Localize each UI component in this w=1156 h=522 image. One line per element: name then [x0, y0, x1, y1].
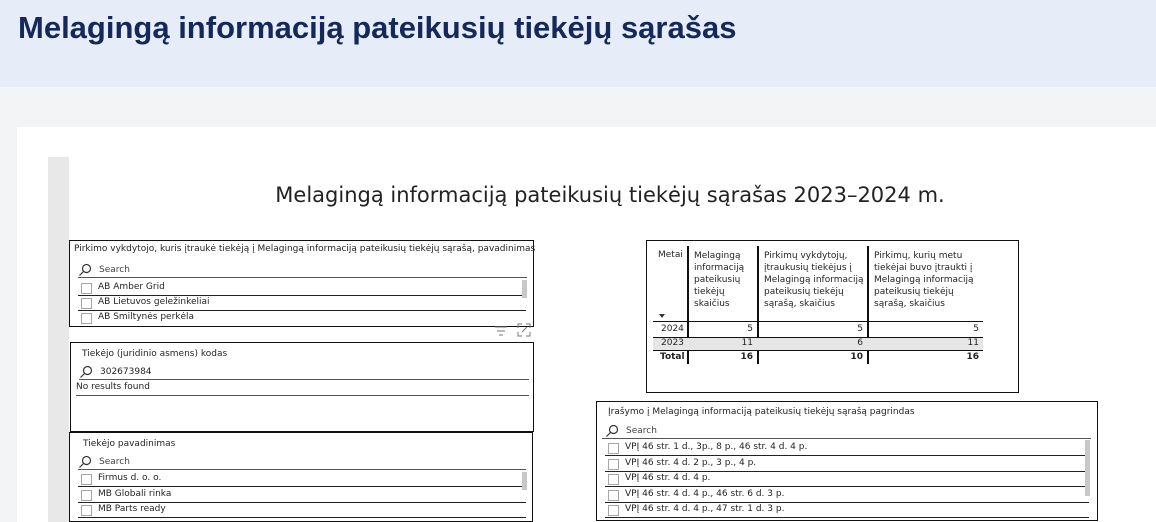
- header-divider: [653, 321, 983, 322]
- divider: [605, 486, 1089, 487]
- list-item-label: VPĮ 46 str. 4 d. 4 p.: [625, 473, 711, 483]
- column-header-buyers[interactable]: [764, 250, 864, 310]
- table-cell: 11: [741, 338, 753, 348]
- divider: [78, 295, 526, 296]
- buyer-search-placeholder: Search: [99, 265, 130, 275]
- code-search-value[interactable]: 302673984: [100, 367, 152, 377]
- table-total-cell: 10: [850, 352, 863, 362]
- page-header: [0, 0, 1156, 87]
- buyer-search-underline: [78, 277, 527, 278]
- table-cell-year: 2024: [661, 324, 684, 334]
- summary-table: [646, 240, 1019, 393]
- search-icon: [78, 263, 92, 277]
- header-line: Pirkimų, kurių metu: [874, 251, 963, 261]
- divider: [78, 486, 526, 487]
- code-slicer[interactable]: [70, 342, 534, 432]
- list-item-label: MB Parts ready: [98, 504, 166, 514]
- divider: [605, 502, 1089, 503]
- header-line: Melagingą: [694, 251, 741, 261]
- checkbox[interactable]: [608, 474, 619, 485]
- table-total-cell: 16: [740, 352, 753, 362]
- header-spacer: [0, 87, 1156, 127]
- basis-search-box[interactable]: [605, 423, 1085, 437]
- list-item-label: VPĮ 46 str. 1 d., 3p., 8 p., 46 str. 4 d. 4 p.: [625, 442, 808, 452]
- header-line: sąrašą, skaičius: [874, 299, 945, 309]
- buyer-slicer[interactable]: [69, 240, 534, 327]
- code-search-box[interactable]: [79, 364, 519, 378]
- column-header-suppliers[interactable]: [694, 250, 744, 310]
- header-line: pateikusių tiekėjų: [874, 287, 954, 297]
- code-slicer-title: Tiekėjo (juridinio asmens) kodas: [82, 349, 228, 359]
- supplier-slicer-title: Tiekėjo pavadinimas: [83, 439, 176, 449]
- table-total-cell: 16: [966, 352, 979, 362]
- header-line: tiekėjų: [694, 287, 725, 297]
- buyer-slicer-title: Pirkimo vykdytojo, kuris įtraukė tiekėją į Melagingą informaciją pateikusių tiekėjų sąrašą, pavadinimas: [74, 244, 536, 254]
- page-title: Melagingą informaciją pateikusių tiekėjų sąrašas: [18, 10, 737, 45]
- list-item-label: AB Amber Grid: [98, 282, 165, 292]
- checkbox[interactable]: [81, 283, 92, 294]
- header-line: Pirkimų vykdytojų,: [764, 251, 848, 261]
- report-title: Melagingą informaciją pateikusių tiekėjų sąrašas 2023–2024 m.: [275, 183, 945, 207]
- focus-mode-icon[interactable]: [517, 323, 531, 342]
- checkbox[interactable]: [608, 459, 619, 470]
- basis-search-placeholder: Search: [626, 426, 657, 436]
- buyer-search-box[interactable]: [78, 262, 518, 276]
- basis-slicer-title: Įrašymo į Melagingą informaciją pateikusių tiekėjų sąrašą pagrindas: [608, 407, 915, 417]
- header-line: sąrašą, skaičius: [764, 299, 835, 309]
- list-item-label: Firmus d. o. o.: [98, 473, 162, 483]
- checkbox[interactable]: [81, 505, 92, 516]
- code-search-underline: [79, 379, 529, 380]
- scrollbar[interactable]: [522, 280, 527, 298]
- column-header-year[interactable]: Metai: [658, 250, 683, 260]
- divider: [78, 517, 526, 518]
- supplier-search-placeholder: Search: [99, 457, 130, 467]
- table-cell: 6: [857, 338, 863, 348]
- list-item-label: VPĮ 46 str. 4 d. 4 p., 47 str. 1 d. 3 p.: [625, 504, 785, 514]
- header-line: pateikusių: [694, 275, 741, 285]
- divider: [78, 310, 526, 311]
- table-cell: 5: [857, 324, 863, 334]
- table-cell: 11: [967, 338, 979, 348]
- scrollbar[interactable]: [1085, 440, 1090, 496]
- checkbox[interactable]: [608, 490, 619, 501]
- supplier-search-box[interactable]: [78, 454, 518, 468]
- checkbox[interactable]: [608, 505, 619, 516]
- basis-search-underline: [602, 438, 1091, 439]
- header-line: pateikusių tiekėjų: [764, 287, 844, 297]
- table-total-label: Total: [660, 352, 685, 362]
- list-item-label: AB Smiltynės perkėla: [98, 312, 195, 322]
- checkbox[interactable]: [81, 474, 92, 485]
- divider: [76, 395, 529, 396]
- table-cell: 5: [973, 324, 979, 334]
- header-line: Melagingą informaciją: [764, 275, 864, 285]
- header-line: Melagingą informaciją: [874, 275, 974, 285]
- table-cell-year: 2023: [661, 338, 684, 348]
- header-line: tiekėjai buvo įtraukti į: [874, 263, 973, 273]
- supplier-slicer[interactable]: [69, 432, 533, 522]
- filter-icon[interactable]: [494, 324, 508, 342]
- column-header-procurements[interactable]: [874, 250, 974, 310]
- divider: [605, 455, 1089, 456]
- supplier-search-underline: [78, 469, 526, 470]
- divider: [78, 502, 526, 503]
- header-line: skaičius: [694, 299, 730, 309]
- checkbox[interactable]: [81, 313, 92, 324]
- no-results-text: No results found: [76, 382, 150, 392]
- list-item-label: VPĮ 46 str. 4 d. 4 p., 46 str. 6 d. 3 p.: [625, 489, 785, 499]
- header-line: įtraukusių tiekėjus į: [764, 263, 852, 273]
- header-line: informaciją: [694, 263, 745, 273]
- checkbox[interactable]: [81, 298, 92, 309]
- scrollbar[interactable]: [522, 472, 527, 490]
- divider: [605, 471, 1089, 472]
- search-icon: [605, 424, 619, 438]
- checkbox[interactable]: [608, 443, 619, 454]
- list-item-label: AB Lietuvos geležinkeliai: [98, 297, 210, 307]
- list-item-label: VPĮ 46 str. 4 d. 2 p., 3 p., 4 p.: [625, 458, 757, 468]
- divider: [605, 517, 1089, 518]
- list-item-label: MB Globali rinka: [98, 489, 172, 499]
- row-divider: [653, 350, 983, 351]
- search-icon: [79, 365, 93, 379]
- search-icon: [78, 455, 92, 469]
- table-cell: 5: [747, 324, 753, 334]
- checkbox[interactable]: [81, 490, 92, 501]
- basis-slicer[interactable]: [596, 401, 1098, 521]
- left-panel-bar: [48, 157, 69, 522]
